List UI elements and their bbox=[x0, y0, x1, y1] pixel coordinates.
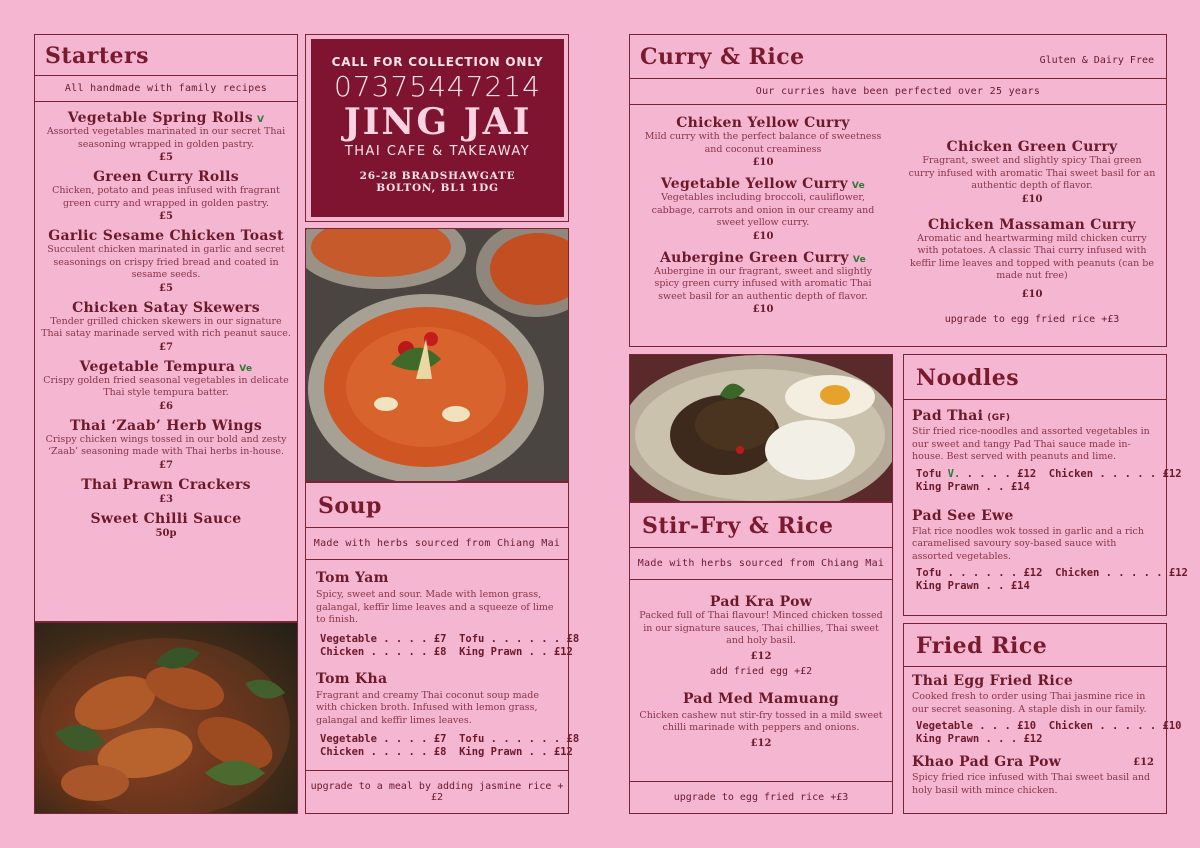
menu-item: Tom Yam Spicy, sweet and sour. Made with lemon grass, galangal, keffir lime leaves and a squeeze of lime to finish. Vegetable . . . . £7 Tofu . . . . . . £8 Chicken . . . . . £8 King Prawn . . £12 bbox=[316, 570, 580, 658]
menu-item: Sweet Chilli Sauce 50p bbox=[90, 510, 242, 539]
curry-upgrade: upgrade to egg fried rice +£3 bbox=[944, 313, 1120, 325]
starters-subtitle: All handmade with family recipes bbox=[35, 76, 297, 102]
stirfry-panel bbox=[629, 502, 893, 814]
menu-item: Green Curry Rolls Chicken, potato and peas infused with fragrant green curry and wrapped in golden pastry. £5 bbox=[52, 169, 280, 222]
restaurant-tagline: THAI CAFE & TAKEAWAY bbox=[344, 144, 531, 159]
pad-kra-pow-photo bbox=[629, 354, 893, 502]
menu-item: Pad Med Mamuang Chicken cashew nut stir-fry tossed in a mild sweet chilli marinade with peppers and onions. £12 bbox=[639, 690, 883, 749]
noodles-panel bbox=[903, 354, 1188, 616]
menu-item: Thai Prawn Crackers £3 bbox=[81, 476, 251, 505]
phone-number[interactable]: 07375447214 bbox=[334, 70, 541, 103]
stirfry-subtitle: Made with herbs sourced from Chiang Mai bbox=[630, 548, 892, 580]
menu-item: Vegetable Tempura Ve Crispy golden fried seasonal vegetables in delicate Thai style tempura batter. £6 bbox=[43, 358, 289, 412]
menu-item: Chicken Satay Skewers Tender grilled chicken skewers in our signature Thai satay marinade served with rich peanut sauce. £7 bbox=[41, 299, 291, 353]
menu-item: Vegetable Spring Rolls V Assorted vegetables marinated in our secret Thai seasoning wrapped in golden pastry. £5 bbox=[46, 110, 286, 163]
curry-title: Curry & Rice bbox=[640, 44, 805, 70]
menu-item: Chicken Yellow Curry Mild curry with the perfect balance of sweetness and coconut creaminess £10 bbox=[644, 115, 882, 168]
menu-item: Pad Thai (GF) Stir fried rice-noodles and assorted vegetables in our sweet and tangy Pad Thai sauce made in-house. Best served with peanuts and lime. Tofu V. . . . . £12 Chicken . . . . . £12 King Prawn . . £14 bbox=[912, 408, 1182, 493]
menu-item: Vegetable Yellow Curry Ve Vegetables including broccoli, cauliflower, cabbage, carrots and onion in our creamy and sweet yellow curry. £10 bbox=[651, 176, 875, 242]
fried-rice-panel bbox=[903, 623, 1182, 814]
fried-rice-title: Fried Rice bbox=[904, 624, 1166, 667]
menu-item: Chicken Massaman Curry Aromatic and heartwarming mild chicken curry with potatoes. A classic Thai curry infused with keffir lime leaves and topped with peanuts (can be made nut free) £10 bbox=[910, 216, 1154, 300]
soup-footer: upgrade to a meal by adding jasmine rice +£2 bbox=[306, 770, 568, 813]
menu-item: Garlic Sesame Chicken Toast Succulent chicken marinated in garlic and secret seasonings on crispy fried bread and coated in sesame seeds. £5 bbox=[47, 228, 285, 294]
soup-subtitle: Made with herbs sourced from Chiang Mai bbox=[306, 528, 568, 560]
menu-item: Pad Kra Pow Packed full of Thai flavour! Minced chicken tossed in our signature sauces, Thai chillies, Thai sweet and holy basil. £12 add fried egg +£2 bbox=[639, 594, 883, 677]
starters-panel bbox=[34, 34, 298, 622]
stirfry-illustration bbox=[630, 355, 893, 502]
menu-item: Thai Egg Fried Rice Cooked fresh to order using Thai jasmine rice in our secret seasoning. A staple dish in our family. Vegetable . . . £10 Chicken . . . . . £10 King Prawn . . . £12 bbox=[912, 673, 1182, 745]
curry-panel bbox=[629, 34, 1167, 347]
wings-illustration bbox=[35, 623, 298, 814]
restaurant-name: JING JAI bbox=[343, 101, 532, 143]
menu-item: Thai ‘Zaab’ Herb Wings Crispy chicken wings tossed in our bold and zesty ‘Zaab’ seasoning made with Thai herbs in-house. £7 bbox=[45, 417, 287, 471]
curry-note: Gluten & Dairy Free bbox=[1039, 55, 1154, 66]
menu-item: Aubergine Green Curry Ve Aubergine in our fragrant, sweet and slightly spicy green curry infused with aromatic Thai sweet basil for an authentic depth of flavor. £10 bbox=[653, 249, 872, 315]
call-notice: CALL FOR COLLECTION ONLY bbox=[331, 55, 544, 69]
menu-item: Pad See Ewe Flat rice noodles wok tossed in garlic and a rich caramelised savoury soy-based sauce with assorted vegetables. Tofu . . . . . . £12 Chicken . . . . . £12 King Prawn . . £14 bbox=[912, 507, 1188, 592]
menu-item: Tom Kha Fragrant and creamy Thai coconut soup made with chicken broth. Infused with lemon grass, galangal and keffir limes leaves. Vegetable . . . . £7 Tofu . . . . . . £8 Chicken . . . . . £8 King Prawn . . £12 bbox=[316, 670, 580, 758]
stirfry-footer: upgrade to egg fried rice +£3 bbox=[630, 781, 892, 813]
curry-subtitle: Our curries have been perfected over 25 years bbox=[630, 79, 1166, 105]
chicken-wings-photo bbox=[34, 622, 298, 814]
stirfry-title: Stir-Fry & Rice bbox=[630, 503, 892, 548]
noodles-title: Noodles bbox=[904, 355, 1166, 400]
soup-illustration bbox=[306, 229, 569, 482]
address-line-2: BOLTON, BL1 1DG bbox=[376, 182, 499, 194]
menu-item: Khao Pad Gra Pow £12 Spicy fried rice infused with Thai sweet basil and holy basil with mince chicken. bbox=[912, 754, 1154, 796]
tom-yam-soup-photo bbox=[305, 228, 569, 482]
address-line-1: 26-28 BRADSHAWGATE bbox=[359, 170, 516, 182]
restaurant-header bbox=[311, 39, 564, 217]
starters-title: Starters bbox=[35, 35, 297, 76]
soup-panel bbox=[305, 482, 580, 814]
menu-item: Chicken Green Curry Fragrant, sweet and slightly spicy Thai green curry infused with aromatic Thai sweet basil for an authentic depth of flavor. £10 bbox=[908, 139, 1156, 205]
soup-title: Soup bbox=[306, 483, 568, 528]
